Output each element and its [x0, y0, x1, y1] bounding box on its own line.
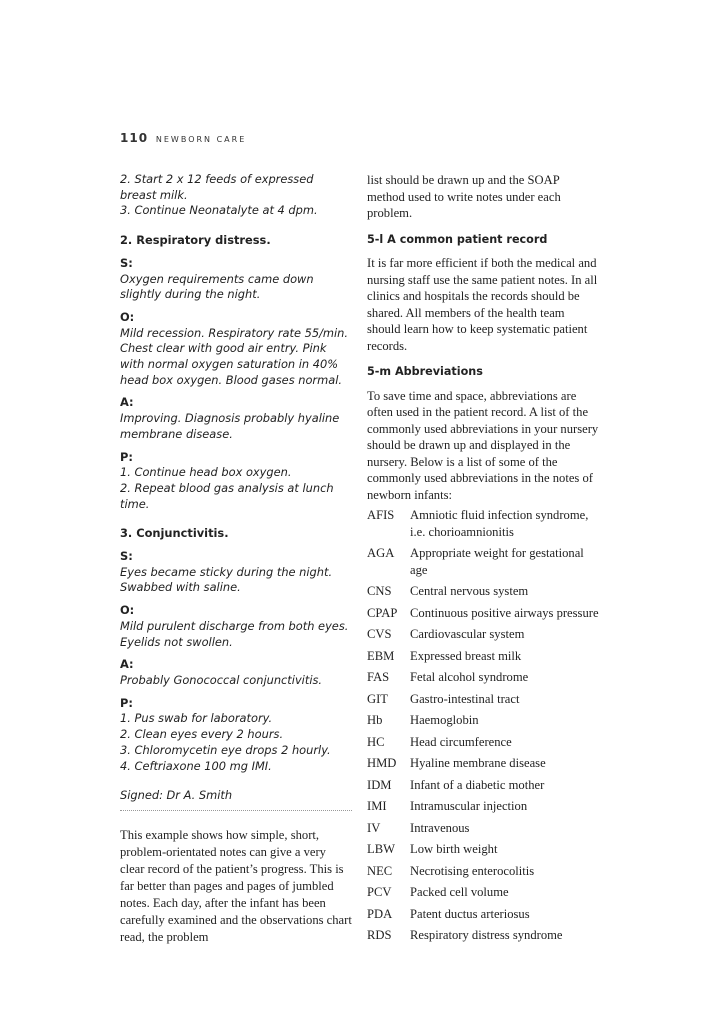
abbreviation-term: IV — [367, 820, 381, 835]
abbreviation-term: RDS — [367, 928, 392, 942]
abbreviation-row — [367, 777, 599, 794]
plan-line: 4. Ceftriaxone 100 mg IMI. — [120, 758, 272, 773]
abbreviation-row — [367, 841, 599, 858]
abbreviation-row — [367, 712, 599, 729]
soap-text-o: Mild purulent discharge from both eyes. Eyelids not swollen. — [120, 618, 349, 649]
soap-label-a: A: — [120, 395, 134, 410]
abbreviation-term: NEC — [367, 863, 393, 878]
abbreviation-term: Hb — [367, 713, 383, 727]
intro-line: 2. Start 2 x 12 feeds of expressed breast milk. — [120, 172, 314, 202]
abbreviation-row — [367, 545, 599, 578]
abbreviation-row — [367, 691, 599, 708]
soap-label-p: P: — [120, 695, 133, 710]
soap-label-a: A: — [120, 657, 134, 672]
abbreviation-definition: Intramuscular injection — [410, 799, 528, 813]
abbreviation-term: PDA — [367, 906, 393, 921]
abbreviation-row — [367, 755, 599, 772]
abbreviation-row — [367, 583, 599, 600]
abbreviation-term: AFIS — [367, 508, 395, 522]
abbreviation-row — [367, 648, 599, 665]
abbreviation-term: CVS — [367, 627, 392, 641]
abbreviation-row — [367, 798, 599, 815]
abbreviation-row — [367, 605, 599, 622]
left-column — [120, 172, 352, 946]
abbreviation-definition: Cardiovascular system — [410, 627, 525, 641]
abbreviation-row — [367, 927, 599, 944]
abbreviation-definition: Infant of a diabetic mother — [410, 777, 545, 792]
abbreviation-definition: Hyaline membrane disease — [410, 756, 546, 770]
abbreviation-row — [367, 507, 599, 540]
soap-text-a: Improving. Diagnosis probably hyaline membrane disease. — [120, 411, 340, 441]
soap-text-s: Eyes became sticky during the night. Swabbed with saline. — [120, 564, 333, 595]
soap-text-s: Oxygen requirements came down slightly during the night. — [120, 271, 314, 302]
abbreviation-definition: Patent ductus arteriosus — [410, 906, 530, 921]
problem-heading: 2. Respiratory distress. — [120, 233, 271, 248]
abbreviation-term: IDM — [367, 777, 392, 792]
running-title: NEWBORN CARE — [155, 135, 247, 144]
plan-line: 1. Continue head box oxygen. — [120, 465, 292, 480]
problem-heading: 3. Conjunctivitis. — [120, 526, 229, 541]
abbreviation-definition: Haemoglobin — [410, 713, 479, 727]
abbreviation-definition: Low birth weight — [410, 842, 498, 856]
abbreviation-definition: Continuous positive airways pressure — [410, 605, 599, 620]
abbreviation-definition: Central nervous system — [410, 584, 529, 598]
soap-text-a: Probably Gonococcal conjunctivitis. — [120, 672, 323, 687]
soap-label-s: S: — [120, 255, 133, 270]
abbreviation-term: AGA — [367, 546, 395, 560]
abbreviation-term: PCV — [367, 885, 392, 899]
page-number: 110 — [120, 131, 149, 145]
abbreviation-list — [367, 507, 599, 944]
abbreviation-definition: Intravenous — [410, 820, 470, 835]
page-header — [120, 131, 246, 145]
abbreviation-row — [367, 884, 599, 901]
soap-label-s: S: — [120, 549, 133, 564]
abbreviation-row — [367, 626, 599, 643]
abbreviation-definition: Fetal alcohol syndrome — [410, 670, 529, 684]
intro-line: 3. Continue Neonatalyte at 4 dpm. — [120, 203, 318, 218]
continuation-paragraph: list should be drawn up and the SOAP method used to write notes under each problem. — [367, 173, 561, 220]
right-column — [367, 172, 599, 949]
abbreviation-term: CPAP — [367, 605, 398, 620]
abbreviation-row — [367, 863, 599, 880]
section-paragraph: To save time and space, abbreviations are often used in the patient record. A list of the commonly used abbreviations in your nursery should be drawn up and displayed in the nursery. Below is a list of some of the commonly used abbreviations in the notes of newborn infants: — [367, 388, 599, 502]
abbreviation-term: HC — [367, 734, 385, 749]
abbreviation-row — [367, 906, 599, 923]
abbreviation-definition: Packed cell volume — [410, 885, 509, 899]
abbreviation-term: CNS — [367, 584, 392, 598]
soap-text-o: Mild recession. Respiratory rate 55/min. Chest clear with good air entry. Pink with normal oxygen saturation in 40% head box oxygen. Blood gases normal. — [120, 325, 349, 387]
soap-label-o: O: — [120, 603, 135, 618]
abbreviation-definition: Gastro-intestinal tract — [410, 691, 520, 706]
abbreviation-term: LBW — [367, 842, 395, 856]
abbreviation-term: HMD — [367, 756, 397, 770]
abbreviation-term: EBM — [367, 648, 395, 663]
abbreviation-definition: Expressed breast milk — [410, 648, 522, 663]
signature: Signed: Dr A. Smith — [120, 788, 233, 803]
plan-line: 3. Chloromycetin eye drops 2 hourly. — [120, 742, 331, 757]
soap-label-o: O: — [120, 309, 135, 324]
abbreviation-row — [367, 669, 599, 686]
abbreviation-term: IMI — [367, 799, 387, 813]
abbreviation-definition: Respiratory distress syndrome — [410, 928, 563, 942]
section-heading: 5-l A common patient record — [367, 232, 548, 246]
abbreviation-term: FAS — [367, 670, 390, 684]
section-paragraph: It is far more efficient if both the medical and nursing staff use the same patient notes. In all clinics and hospitals the records should be shared. All members of the health team should learn how to keep systematic patient records. — [367, 256, 598, 353]
section-heading: 5-m Abbreviations — [367, 365, 483, 378]
abbreviation-definition: Appropriate weight for gestational age — [410, 546, 584, 577]
abbreviation-definition: Necrotising enterocolitis — [410, 863, 535, 878]
soap-label-p: P: — [120, 449, 133, 464]
body-paragraph: This example shows how simple, short, problem-orientated notes can give a very clear record of the patient’s progress. This is far better than pages and pages of jumbled notes. Each day, after the infant has been carefully examined and the observations chart read, the problem — [120, 827, 352, 944]
abbreviation-definition: Head circumference — [410, 734, 512, 749]
abbreviation-term: GIT — [367, 691, 388, 706]
plan-line: 1. Pus swab for laboratory. — [120, 711, 273, 726]
abbreviation-row — [367, 820, 599, 837]
dotted-divider — [120, 810, 352, 811]
abbreviation-row — [367, 734, 599, 751]
abbreviation-definition: Amniotic fluid infection syndrome, i.e. chorioamnionitis — [410, 508, 589, 539]
plan-line: 2. Repeat blood gas analysis at lunch time. — [120, 480, 334, 511]
plan-line: 2. Clean eyes every 2 hours. — [120, 727, 284, 742]
